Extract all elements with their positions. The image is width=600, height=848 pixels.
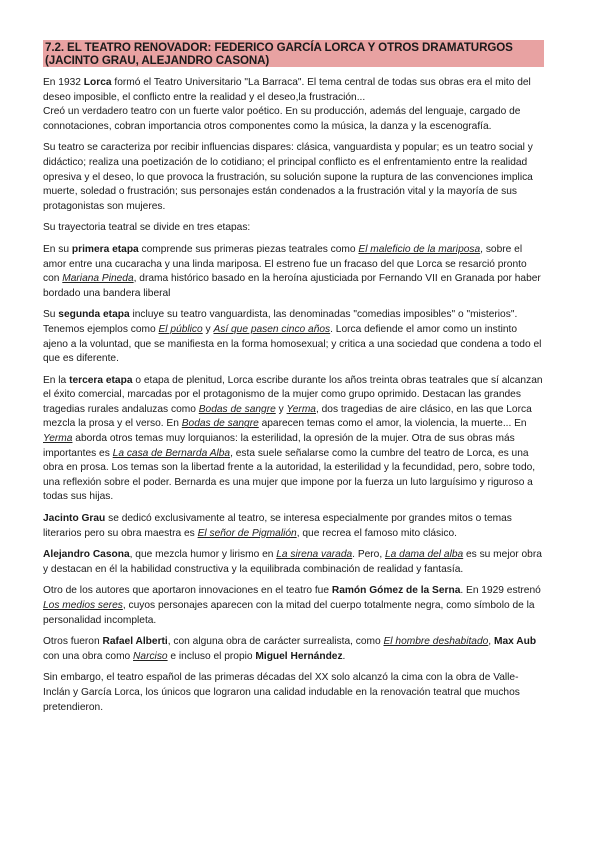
text: Su: [43, 309, 59, 321]
text: ,: [488, 636, 494, 648]
work-title: Yerma: [43, 433, 73, 445]
work-title: El maleficio de la mariposa: [358, 243, 481, 255]
work-title: La sirena varada: [276, 549, 353, 561]
text: o etapa de plenitud, Lorca escribe durante los años treinta obras teatrales que sí alcanzan el éxito comercial, marcadas por el protagonismo de la mujer como grupo oprimido. Destacan las grandes tragedias rurales andaluzas como: [43, 374, 543, 415]
paragraph-third-stage: [43, 374, 544, 505]
text: aborda otros temas muy lorquianos: la esterilidad, la opresión de la mujer. Otra de sus obras más importantes es: [43, 433, 515, 459]
work-title: El señor de Pigmalión: [197, 527, 297, 539]
bold-author-lorca: Lorca: [83, 77, 112, 88]
work-title: El público: [158, 323, 203, 335]
paragraph-other-authors: [43, 635, 544, 664]
text: , drama histórico basado en la heroína ajusticiada por Fernando VII en Granada por haber bordado una bandera liberal: [43, 273, 541, 299]
work-title: Los medios seres: [43, 600, 123, 611]
text: Otro de los autores que aportaron innovaciones en el teatro fue: [43, 585, 332, 597]
section-heading: [43, 40, 544, 67]
text: , que mezcla humor y lirismo en: [129, 549, 277, 561]
paragraph-characteristics: Su teatro se caracteriza por recibir influencias dispares: clásica, vanguardista y popular; es un teatro social y didáctico; realiza una poetización de lo cotidiano; el principal conflicto es el enfrentamiento entre la realidad opresiva y el deseo, lo que provoca la frustración, su solución supone la ruptura de las convenciones implica muerte, soledad o frustración; sus personajes están condenados a la frustración vital y la mayoría de sus protagonistas son mujeres.: [43, 142, 533, 212]
paragraph-jacinto-grau: [43, 512, 544, 541]
text: . En 1929 estrenó: [460, 585, 541, 597]
bold-author: Max Aub: [493, 636, 537, 648]
heading-line-1: 7.2. EL TEATRO RENOVADOR: FEDERICO GARCÍA LORCA Y OTROS DRAMATURGOS: [45, 41, 513, 54]
work-title: Así que pasen cinco años: [213, 323, 331, 335]
paragraph-second-stage: [43, 308, 544, 366]
text: con una obra como: [43, 650, 134, 662]
text: Otros fueron: [43, 636, 103, 648]
paragraph-conclusion: Sin embargo, el teatro español de las primeras décadas del XX solo alcanzó la cima con la obra de Valle- Inclán y García Lorca, los únicos que lograron una calidad indudable en la renovación teatral que muchos pretendieron.: [43, 672, 520, 713]
text: es su mejor obra y destacan en él la habilidad constructiva y la equilibrada combinación de realidad y fantasía.: [43, 549, 542, 575]
text: , sobre el amor entre una cucaracha y una linda mariposa. El estreno fue un fracaso del que Lorca se resarció pronto con: [43, 243, 527, 285]
paragraph-intro: [43, 76, 544, 134]
work-title: El hombre deshabitado: [383, 636, 489, 648]
paragraph-stages-intro: Su trayectoria teatral se divide en tres etapas:: [43, 222, 251, 234]
bold-term: segunda etapa: [58, 309, 130, 321]
bold-author: Alejandro Casona: [43, 549, 130, 561]
text: , esta suele señalarse como la cumbre del teatro de Lorca, es una obra en prosa. Los temas son la libertad frente a la autoridad, la esterilidad y la fecundidad, pero, sobre todo, una reflexión sobre el poder. Bernarda es una mujer que impone por la fuerza un luto larguísimo y riguroso a todas sus hijas.: [43, 447, 536, 503]
paragraph-alejandro-casona: [43, 548, 544, 577]
text: . Pero,: [352, 549, 385, 561]
text: , con alguna obra de carácter surrealista, como: [167, 636, 384, 648]
bold-term: tercera etapa: [69, 374, 133, 386]
work-title: Narciso: [133, 650, 168, 662]
text: , que recrea el famoso mito clásico.: [296, 527, 457, 539]
bold-author: Miguel Hernández: [255, 650, 343, 662]
paragraph-first-stage: [43, 243, 544, 301]
text: y: [202, 323, 214, 335]
text: , cuyos personajes aparecen con la mitad del cuerpo totalmente negra, como símbolo de la personalidad incompleta.: [43, 600, 535, 626]
bold-author: Ramón Gómez de la Serna: [331, 585, 461, 597]
text: formó el Teatro Universitario "La Barraca". El tema central de todas sus obras era el mito del deseo imposible, el conflicto entre la realidad y el deseo,la frustración...: [43, 77, 531, 103]
bold-author: Jacinto Grau: [43, 513, 106, 525]
paragraph-gomez-de-la-serna: [43, 584, 544, 628]
text: En 1932: [43, 77, 84, 88]
work-title: Bodas de sangre: [181, 418, 259, 430]
bold-author: Rafael Alberti: [102, 636, 168, 648]
heading-line-2: (JACINTO GRAU, ALEJANDRO CASONA): [45, 54, 270, 67]
bold-term: primera etapa: [71, 243, 139, 255]
work-title: Yerma: [286, 403, 316, 415]
work-title: La casa de Bernarda Alba: [112, 447, 231, 459]
text: Creó un verdadero teatro con un fuerte valor poético. En su producción, además del lenguaje, cargado de connotaciones, cobran importancia otros componentes como la música, la danza y la escenografía.: [43, 106, 521, 132]
text: En su: [43, 243, 72, 255]
text: aparecen temas como el amor, la violencia, la muerte... En: [258, 418, 527, 430]
text: se dedicó exclusivamente al teatro, se interesa especialmente por grandes mitos o temas literarios pero su obra maestra es: [43, 513, 512, 539]
text: . Lorca defiende el amor como un instinto ajeno a la voluntad, que se manifiesta en la forma homosexual; y critica a una sociedad que condena a todo el que es diferente.: [43, 323, 542, 365]
work-title: Mariana Pineda: [62, 273, 134, 285]
work-title: Bodas de sangre: [198, 403, 276, 415]
text: comprende sus primeras piezas teatrales como: [138, 243, 359, 255]
text: y: [275, 403, 287, 415]
text: .: [342, 650, 346, 662]
work-title: La dama del alba: [385, 549, 464, 561]
text: , dos tragedias de aire clásico, en las que Lorca mezcla la prosa y el verso. En: [43, 403, 532, 430]
text: En la: [43, 374, 70, 386]
text: e incluso el propio: [167, 650, 256, 662]
text: incluye su teatro vanguardista, las denominadas "comedias imposibles" o "misterios". Tenemos ejemplos como: [43, 309, 518, 335]
